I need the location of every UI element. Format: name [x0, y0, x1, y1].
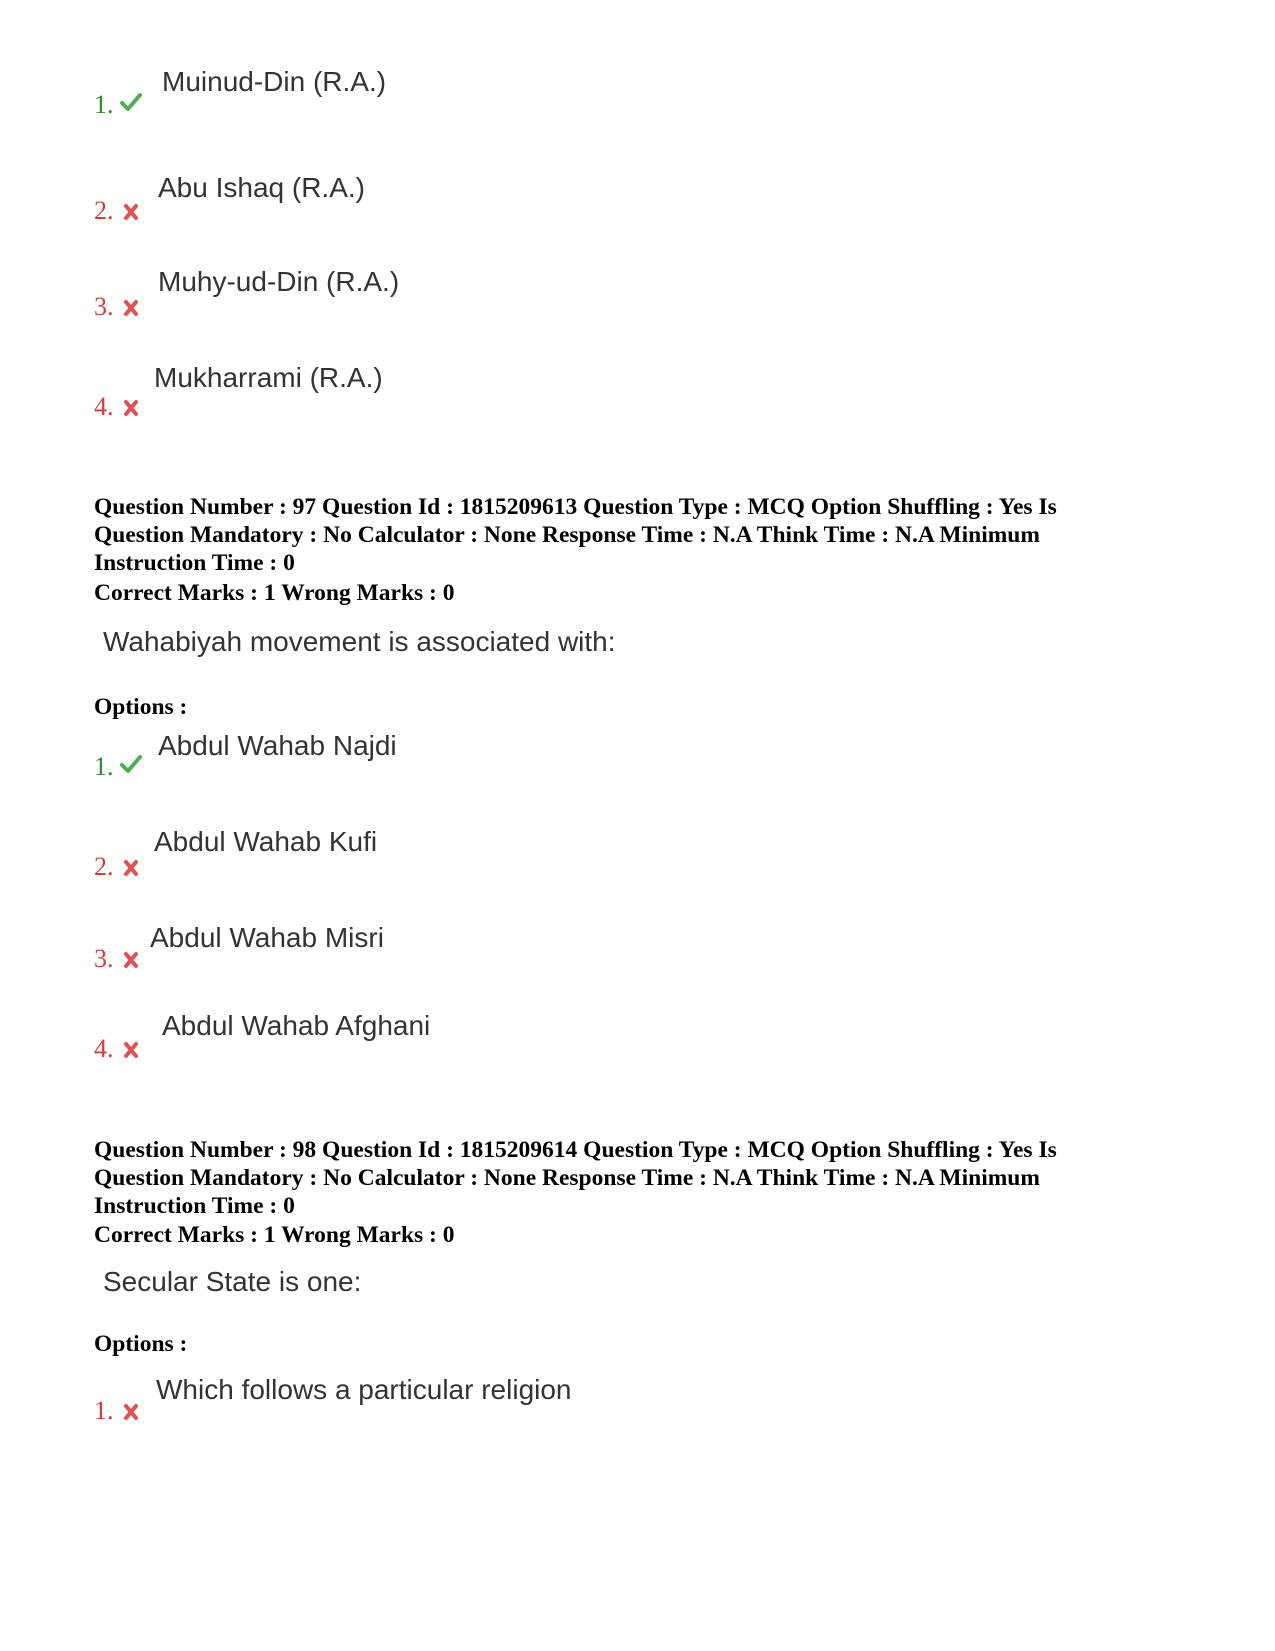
- option-item: [94, 826, 794, 896]
- options-label: Options :: [94, 1331, 188, 1357]
- option-item: [94, 1010, 794, 1080]
- option-item: [94, 62, 794, 132]
- question-marks: Correct Marks : 1 Wrong Marks : 0: [94, 580, 455, 606]
- option-number: 1.: [94, 90, 114, 119]
- option-text: Abu Ishaq (R.A.): [158, 172, 365, 203]
- option-number: 1.: [94, 1396, 114, 1425]
- option-text: Which follows a particular religion: [156, 1374, 572, 1405]
- check-icon: [120, 754, 142, 774]
- option-number: 3.: [94, 292, 114, 321]
- cross-icon: [120, 1040, 142, 1060]
- option-text: Abdul Wahab Afghani: [162, 1010, 431, 1041]
- cross-icon: [120, 398, 142, 418]
- option-text: Abdul Wahab Najdi: [158, 730, 397, 761]
- option-number: 2.: [94, 852, 114, 881]
- option-number: 1.: [94, 752, 114, 781]
- cross-icon: [120, 1402, 142, 1422]
- option-item: [94, 266, 794, 336]
- option-number: 3.: [94, 944, 114, 973]
- option-text: Muhy-ud-Din (R.A.): [158, 266, 400, 297]
- question-meta: Question Number : 98 Question Id : 1815209614 Question Type : MCQ Option Shuffling : Yes Is Question Mandatory : No Calculator : None Response Time : N.A Think Time : N.A Minimum Instruction Time : 0: [94, 1137, 1057, 1219]
- option-number: 4.: [94, 392, 114, 421]
- option-number: 4.: [94, 1034, 114, 1063]
- option-item: [94, 728, 794, 798]
- option-text: Abdul Wahab Misri: [150, 922, 384, 953]
- option-item: [94, 362, 794, 432]
- cross-icon: [120, 298, 142, 318]
- option-item: [94, 170, 794, 240]
- option-text: Mukharrami (R.A.): [154, 362, 383, 393]
- cross-icon: [120, 950, 142, 970]
- option-text: Abdul Wahab Kufi: [154, 826, 378, 857]
- question-meta: Question Number : 97 Question Id : 1815209613 Question Type : MCQ Option Shuffling : Yes Is Question Mandatory : No Calculator : None Response Time : N.A Think Time : N.A Minimum Instruction Time : 0: [94, 494, 1057, 576]
- question-text: Secular State is one:: [103, 1266, 362, 1297]
- options-label: Options :: [94, 694, 188, 720]
- cross-icon: [120, 202, 142, 222]
- option-item: [94, 920, 794, 990]
- option-number: 2.: [94, 196, 114, 225]
- question-text: Wahabiyah movement is associated with:: [103, 626, 616, 657]
- check-icon: [120, 92, 142, 112]
- option-text: Muinud-Din (R.A.): [162, 66, 387, 97]
- question-marks: Correct Marks : 1 Wrong Marks : 0: [94, 1222, 455, 1248]
- option-item: [94, 1372, 794, 1442]
- cross-icon: [120, 858, 142, 878]
